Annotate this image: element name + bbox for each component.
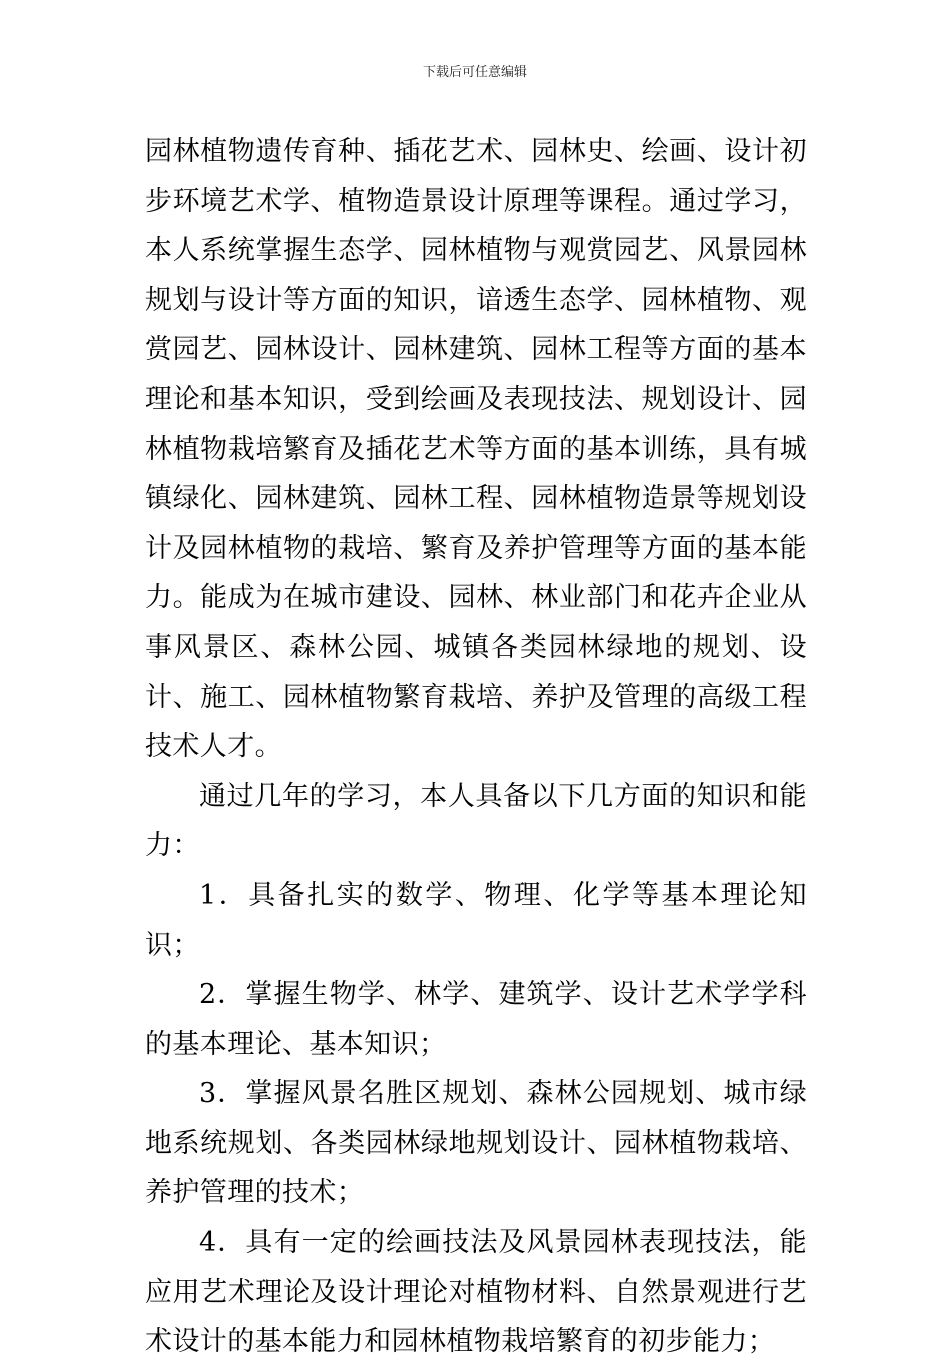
- paragraph-curriculum-summary: 园林植物遗传育种、插花艺术、园林史、绘画、设计初步环境艺术学、植物造景设计原理等课程。通过学习，本人系统掌握生态学、园林植物与观赏园艺、风景园林规划与设计等方面的知识，谙透生态学、园林植物、观赏园艺、园林设计、园林建筑、园林工程等方面的基本理论和基本知识，受到绘画及表现技法、规划设计、园林植物栽培繁育及插花艺术等方面的基本训练，具有城镇绿化、园林建筑、园林工程、园林植物造景等规划设计及园林植物的栽培、繁育及养护管理等方面的基本能力。能成为在城市建设、园林、林业部门和花卉企业从事风景区、森林公园、城镇各类园林绿地的规划、设计、施工、园林植物繁育栽培、养护及管理的高级工程技术人才。: [145, 136, 807, 763]
- list-item-1: 1．具备扎实的数学、物理、化学等基本理论知识；: [145, 879, 807, 961]
- list-item-4: 4．具有一定的绘画技法及风景园林表现技法，能应用艺术理论及设计理论对植物材料、自然景观进行艺术设计的基本能力和园林植物栽培繁育的初步能力；: [145, 1227, 807, 1358]
- document-body: [145, 127, 807, 1367]
- page-header: 下载后可任意编辑: [422, 65, 527, 80]
- paragraph-abilities-intro: 通过几年的学习，本人具备以下几方面的知识和能力：: [145, 780, 807, 862]
- list-item-3: 3．掌握风景名胜区规划、森林公园规划、城市绿地系统规划、各类园林绿地规划设计、园林植物栽培、养护管理的技术；: [145, 1078, 807, 1209]
- list-item-2: 2．掌握生物学、林学、建筑学、设计艺术学学科的基本理论、基本知识；: [145, 979, 807, 1060]
